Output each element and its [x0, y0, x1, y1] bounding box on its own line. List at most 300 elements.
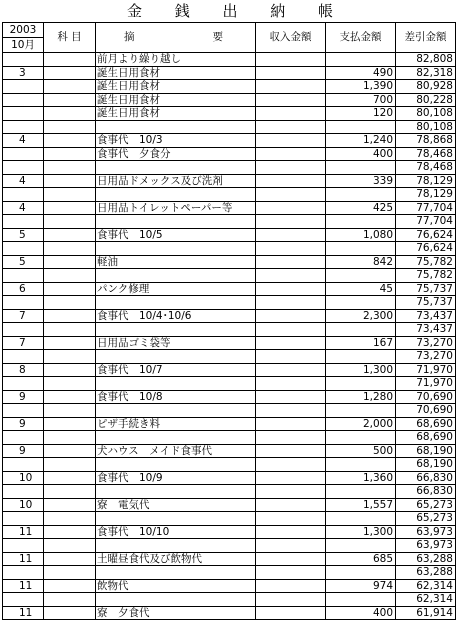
row-income	[256, 606, 326, 620]
row-expense: 1,360	[326, 471, 396, 485]
row-income	[256, 93, 326, 107]
row-income	[256, 350, 326, 364]
row-description: 犬ハウス メイド食事代	[96, 444, 256, 458]
row-description: 食事代 10/8	[96, 390, 256, 404]
row-description	[96, 593, 256, 607]
row-subject	[44, 377, 96, 391]
row-income	[256, 404, 326, 418]
row-income	[256, 201, 326, 215]
row-balance: 68,190	[396, 458, 456, 472]
row-balance: 66,830	[396, 485, 456, 499]
row-balance: 76,624	[396, 228, 456, 242]
row-date	[3, 512, 44, 526]
header-month: 10月	[3, 38, 44, 53]
row-subject	[44, 134, 96, 148]
row-balance: 63,973	[396, 525, 456, 539]
row-income	[256, 539, 326, 553]
row-balance: 77,704	[396, 201, 456, 215]
table-row	[3, 552, 456, 566]
row-balance: 82,318	[396, 66, 456, 80]
row-income	[256, 485, 326, 499]
row-income	[256, 593, 326, 607]
row-subject	[44, 390, 96, 404]
table-row	[3, 242, 456, 256]
table-row	[3, 323, 456, 337]
row-date: 10	[3, 471, 44, 485]
header-row-1	[3, 23, 456, 38]
row-balance: 63,288	[396, 566, 456, 580]
table-row	[3, 147, 456, 161]
row-description: 土曜昼食代及び飲物代	[96, 552, 256, 566]
table-row	[3, 255, 456, 269]
row-balance: 71,970	[396, 377, 456, 391]
row-balance: 70,690	[396, 404, 456, 418]
row-balance: 82,808	[396, 53, 456, 67]
row-income	[256, 431, 326, 445]
row-date: 6	[3, 282, 44, 296]
row-description: 日用品トイレットペーパー等	[96, 201, 256, 215]
row-date	[3, 93, 44, 107]
row-income	[256, 363, 326, 377]
row-description: 食事代 10/10	[96, 525, 256, 539]
row-subject	[44, 539, 96, 553]
row-balance: 71,970	[396, 363, 456, 377]
row-expense	[326, 242, 396, 256]
row-subject	[44, 485, 96, 499]
row-description	[96, 350, 256, 364]
row-expense: 1,390	[326, 80, 396, 94]
row-balance: 68,690	[396, 431, 456, 445]
table-row	[3, 120, 456, 134]
row-income	[256, 296, 326, 310]
row-date: 7	[3, 309, 44, 323]
row-date	[3, 323, 44, 337]
row-date: 5	[3, 255, 44, 269]
row-description	[96, 215, 256, 229]
row-description: 誕生日用食材	[96, 80, 256, 94]
row-description: 飲物代	[96, 579, 256, 593]
row-balance: 76,624	[396, 242, 456, 256]
row-date	[3, 404, 44, 418]
row-subject	[44, 66, 96, 80]
row-subject	[44, 53, 96, 67]
row-subject	[44, 363, 96, 377]
row-date: 9	[3, 390, 44, 404]
row-description	[96, 566, 256, 580]
row-subject	[44, 336, 96, 350]
row-balance: 73,437	[396, 309, 456, 323]
row-date: 11	[3, 525, 44, 539]
row-subject	[44, 174, 96, 188]
row-balance: 80,928	[396, 80, 456, 94]
row-income	[256, 107, 326, 121]
table-row	[3, 134, 456, 148]
row-subject	[44, 323, 96, 337]
ledger-table	[2, 22, 456, 620]
row-date: 11	[3, 579, 44, 593]
row-expense	[326, 269, 396, 283]
table-row	[3, 539, 456, 553]
row-income	[256, 444, 326, 458]
row-income	[256, 80, 326, 94]
row-income	[256, 188, 326, 202]
row-income	[256, 255, 326, 269]
row-date	[3, 566, 44, 580]
header-description	[96, 23, 256, 53]
row-expense: 700	[326, 93, 396, 107]
table-row	[3, 336, 456, 350]
row-description	[96, 377, 256, 391]
row-balance: 62,314	[396, 593, 456, 607]
row-expense: 400	[326, 606, 396, 620]
row-date	[3, 80, 44, 94]
row-description: 日用品ゴミ袋等	[96, 336, 256, 350]
row-expense: 1,240	[326, 134, 396, 148]
row-expense: 974	[326, 579, 396, 593]
row-expense: 1,557	[326, 498, 396, 512]
row-subject	[44, 579, 96, 593]
table-row	[3, 458, 456, 472]
table-row	[3, 201, 456, 215]
row-subject	[44, 161, 96, 175]
table-row	[3, 390, 456, 404]
table-row	[3, 228, 456, 242]
row-date: 10	[3, 498, 44, 512]
row-income	[256, 323, 326, 337]
row-balance: 75,737	[396, 296, 456, 310]
table-row	[3, 350, 456, 364]
row-balance: 78,468	[396, 161, 456, 175]
row-date	[3, 269, 44, 283]
row-expense	[326, 512, 396, 526]
table-row	[3, 404, 456, 418]
row-subject	[44, 431, 96, 445]
row-subject	[44, 93, 96, 107]
row-income	[256, 228, 326, 242]
row-balance: 80,108	[396, 120, 456, 134]
row-expense	[326, 215, 396, 229]
row-description: 食事代 10/3	[96, 134, 256, 148]
row-expense	[326, 431, 396, 445]
table-row	[3, 363, 456, 377]
row-subject	[44, 458, 96, 472]
table-row	[3, 498, 456, 512]
row-date	[3, 188, 44, 202]
table-row	[3, 579, 456, 593]
row-description: 寮 夕食代	[96, 606, 256, 620]
table-row	[3, 566, 456, 580]
table-row	[3, 53, 456, 67]
row-description	[96, 188, 256, 202]
row-description: 日用品ドメックス及び洗剤	[96, 174, 256, 188]
table-row	[3, 296, 456, 310]
table-row	[3, 485, 456, 499]
row-expense	[326, 296, 396, 310]
row-expense: 400	[326, 147, 396, 161]
row-date	[3, 458, 44, 472]
row-date: 4	[3, 201, 44, 215]
row-income	[256, 66, 326, 80]
row-date: 11	[3, 552, 44, 566]
row-date: 9	[3, 444, 44, 458]
row-income	[256, 215, 326, 229]
row-subject	[44, 242, 96, 256]
row-date	[3, 377, 44, 391]
row-balance: 78,129	[396, 188, 456, 202]
row-income	[256, 417, 326, 431]
row-balance: 70,690	[396, 390, 456, 404]
row-subject	[44, 296, 96, 310]
row-expense	[326, 188, 396, 202]
row-date	[3, 107, 44, 121]
row-income	[256, 458, 326, 472]
row-expense: 1,080	[326, 228, 396, 242]
row-description: パンク修理	[96, 282, 256, 296]
table-row	[3, 215, 456, 229]
row-income	[256, 174, 326, 188]
row-balance: 77,704	[396, 215, 456, 229]
row-income	[256, 242, 326, 256]
table-row	[3, 269, 456, 283]
row-subject	[44, 80, 96, 94]
row-balance: 78,868	[396, 134, 456, 148]
row-date: 11	[3, 606, 44, 620]
row-income	[256, 552, 326, 566]
row-subject	[44, 404, 96, 418]
row-balance: 80,108	[396, 107, 456, 121]
table-row	[3, 512, 456, 526]
row-expense	[326, 458, 396, 472]
ledger-body	[3, 53, 456, 620]
row-expense: 425	[326, 201, 396, 215]
row-balance: 78,468	[396, 147, 456, 161]
row-date	[3, 485, 44, 499]
row-income	[256, 309, 326, 323]
row-description	[96, 161, 256, 175]
row-income	[256, 336, 326, 350]
row-income	[256, 282, 326, 296]
row-income	[256, 498, 326, 512]
table-row	[3, 309, 456, 323]
row-income	[256, 134, 326, 148]
header-balance: 差引金額	[396, 23, 456, 53]
row-income	[256, 377, 326, 391]
row-income	[256, 390, 326, 404]
table-row	[3, 593, 456, 607]
row-balance: 75,782	[396, 255, 456, 269]
row-date: 3	[3, 66, 44, 80]
row-income	[256, 161, 326, 175]
row-expense	[326, 404, 396, 418]
row-income	[256, 147, 326, 161]
table-row	[3, 174, 456, 188]
row-date	[3, 593, 44, 607]
row-expense	[326, 323, 396, 337]
row-expense: 685	[326, 552, 396, 566]
row-income	[256, 579, 326, 593]
row-balance: 62,314	[396, 579, 456, 593]
row-subject	[44, 228, 96, 242]
row-subject	[44, 606, 96, 620]
row-subject	[44, 309, 96, 323]
table-row	[3, 525, 456, 539]
row-description: 誕生日用食材	[96, 93, 256, 107]
row-date	[3, 350, 44, 364]
table-row	[3, 188, 456, 202]
row-subject	[44, 215, 96, 229]
row-expense	[326, 53, 396, 67]
row-balance: 61,914	[396, 606, 456, 620]
row-balance: 73,270	[396, 350, 456, 364]
row-expense: 490	[326, 66, 396, 80]
row-expense	[326, 377, 396, 391]
row-description: 寮 電気代	[96, 498, 256, 512]
table-row	[3, 417, 456, 431]
table-row	[3, 80, 456, 94]
header-expense: 支払金額	[326, 23, 396, 53]
row-subject	[44, 255, 96, 269]
header-income: 収入金額	[256, 23, 326, 53]
row-description: 食事代 10/7	[96, 363, 256, 377]
row-expense	[326, 350, 396, 364]
row-description	[96, 269, 256, 283]
row-balance: 68,190	[396, 444, 456, 458]
row-description: 前月より繰り越し	[96, 53, 256, 67]
row-description	[96, 512, 256, 526]
row-subject	[44, 107, 96, 121]
row-description: 軽油	[96, 255, 256, 269]
table-row	[3, 93, 456, 107]
row-date	[3, 431, 44, 445]
row-subject	[44, 188, 96, 202]
row-subject	[44, 552, 96, 566]
row-subject	[44, 201, 96, 215]
header-desc-b: 要	[212, 31, 223, 44]
row-balance: 75,737	[396, 282, 456, 296]
row-income	[256, 269, 326, 283]
row-expense: 500	[326, 444, 396, 458]
row-description	[96, 323, 256, 337]
row-subject	[44, 269, 96, 283]
table-row	[3, 66, 456, 80]
row-description	[96, 458, 256, 472]
row-date: 5	[3, 228, 44, 242]
row-description	[96, 539, 256, 553]
row-expense	[326, 161, 396, 175]
table-row	[3, 377, 456, 391]
row-balance: 65,273	[396, 498, 456, 512]
row-subject	[44, 350, 96, 364]
row-balance: 73,270	[396, 336, 456, 350]
row-balance: 65,273	[396, 512, 456, 526]
row-expense	[326, 593, 396, 607]
row-expense	[326, 120, 396, 134]
table-row	[3, 161, 456, 175]
row-date	[3, 242, 44, 256]
row-subject	[44, 566, 96, 580]
row-expense: 2,300	[326, 309, 396, 323]
row-balance: 80,228	[396, 93, 456, 107]
row-date	[3, 120, 44, 134]
row-description	[96, 296, 256, 310]
row-income	[256, 471, 326, 485]
row-income	[256, 525, 326, 539]
row-description	[96, 431, 256, 445]
row-subject	[44, 147, 96, 161]
row-expense: 339	[326, 174, 396, 188]
row-date	[3, 539, 44, 553]
row-expense: 1,300	[326, 525, 396, 539]
table-row	[3, 444, 456, 458]
table-row	[3, 107, 456, 121]
row-balance: 63,973	[396, 539, 456, 553]
ledger-title: 金 銭 出 納 帳	[126, 2, 348, 20]
row-subject	[44, 498, 96, 512]
row-balance: 75,782	[396, 269, 456, 283]
row-date: 4	[3, 174, 44, 188]
row-subject	[44, 512, 96, 526]
row-description: ピザ手続き料	[96, 417, 256, 431]
row-income	[256, 566, 326, 580]
row-description: 食事代 10/5	[96, 228, 256, 242]
row-date: 4	[3, 134, 44, 148]
row-description: 誕生日用食材	[96, 107, 256, 121]
row-expense	[326, 539, 396, 553]
table-row	[3, 606, 456, 620]
row-expense: 842	[326, 255, 396, 269]
header-year: 2003	[3, 23, 44, 38]
row-subject	[44, 525, 96, 539]
row-date	[3, 147, 44, 161]
row-expense: 1,300	[326, 363, 396, 377]
row-description: 食事代 10/4･10/6	[96, 309, 256, 323]
table-row	[3, 282, 456, 296]
row-description	[96, 404, 256, 418]
row-subject	[44, 444, 96, 458]
row-expense	[326, 566, 396, 580]
row-balance: 68,690	[396, 417, 456, 431]
row-date: 7	[3, 336, 44, 350]
row-description: 誕生日用食材	[96, 66, 256, 80]
row-date	[3, 296, 44, 310]
row-balance: 73,437	[396, 323, 456, 337]
row-description	[96, 485, 256, 499]
row-date	[3, 53, 44, 67]
row-date: 9	[3, 417, 44, 431]
row-balance: 66,830	[396, 471, 456, 485]
row-subject	[44, 417, 96, 431]
row-expense: 2,000	[326, 417, 396, 431]
row-expense: 167	[326, 336, 396, 350]
row-date	[3, 161, 44, 175]
table-row	[3, 431, 456, 445]
header-desc-a: 摘	[124, 31, 135, 44]
row-subject	[44, 593, 96, 607]
row-income	[256, 53, 326, 67]
row-balance: 63,288	[396, 552, 456, 566]
row-subject	[44, 282, 96, 296]
row-description	[96, 242, 256, 256]
row-date	[3, 215, 44, 229]
row-income	[256, 120, 326, 134]
row-description: 食事代 夕食分	[96, 147, 256, 161]
row-expense: 45	[326, 282, 396, 296]
row-expense	[326, 485, 396, 499]
table-row	[3, 471, 456, 485]
row-balance: 78,129	[396, 174, 456, 188]
row-expense: 120	[326, 107, 396, 121]
row-description	[96, 120, 256, 134]
